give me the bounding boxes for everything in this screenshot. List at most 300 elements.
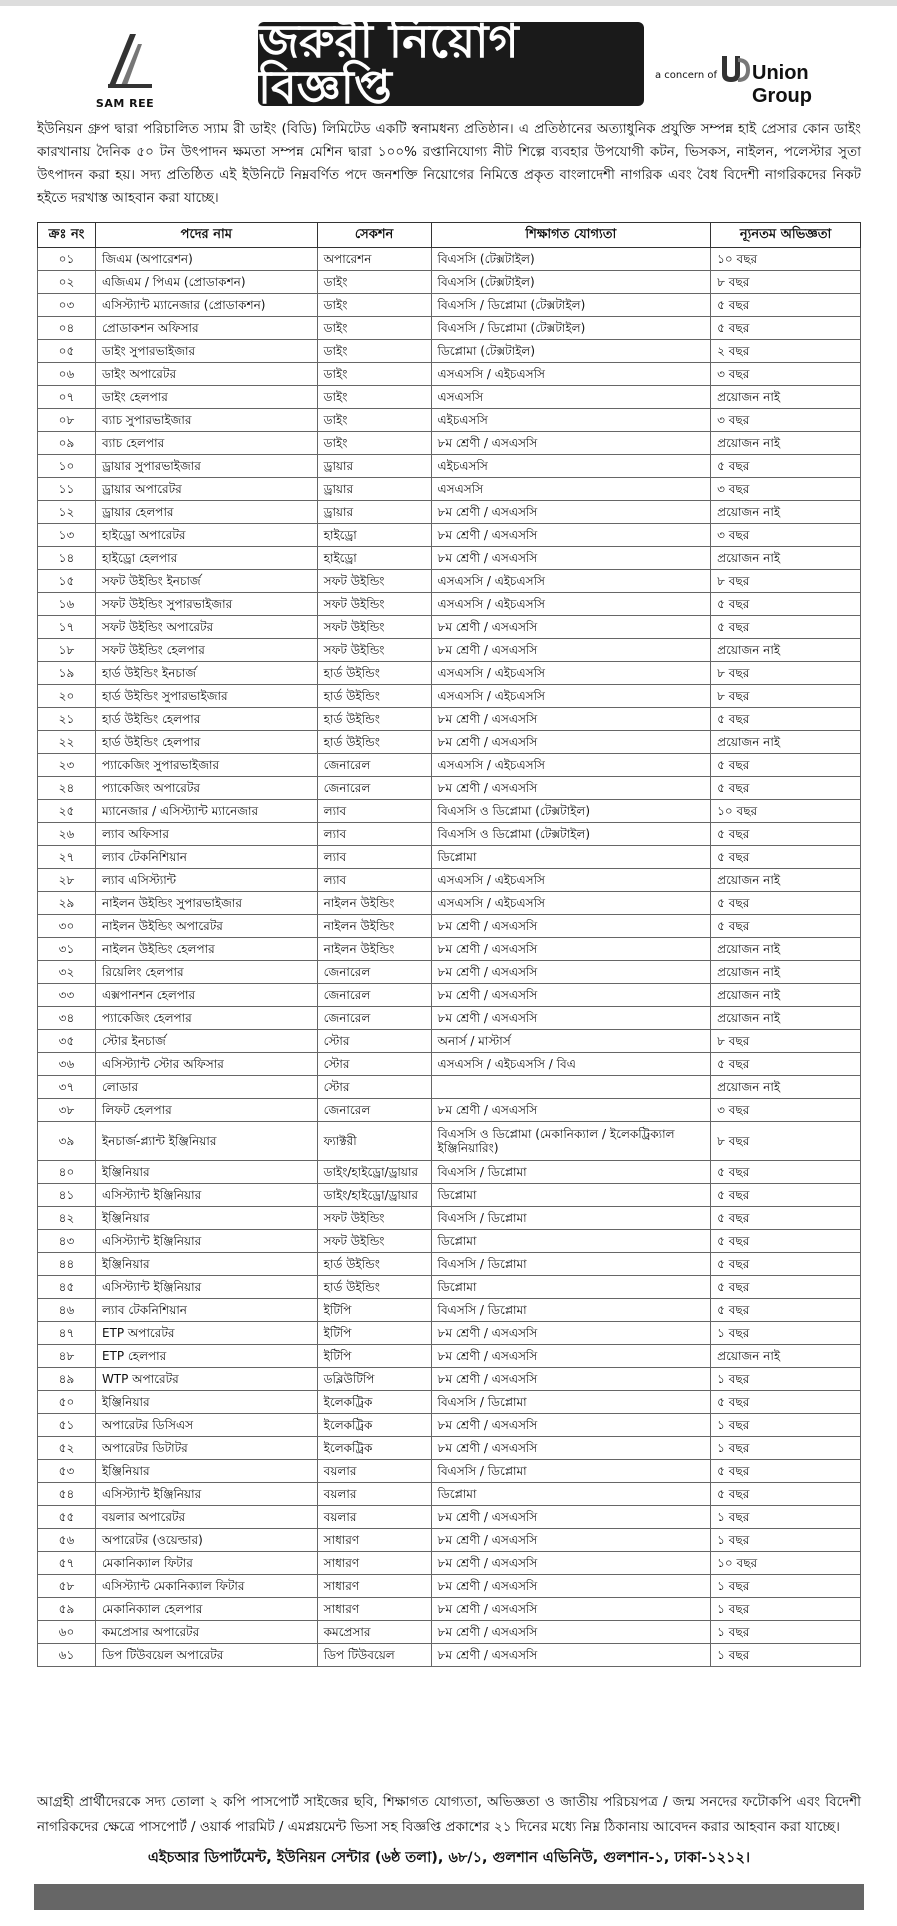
cell-experience: ৫ বছর xyxy=(711,708,861,731)
cell-serial: ০৭ xyxy=(38,386,96,409)
cell-experience: প্রয়োজন নাই xyxy=(711,938,861,961)
table-row xyxy=(38,1122,861,1161)
cell-education: ডিপ্লোমা xyxy=(431,1483,711,1506)
table-row xyxy=(38,478,861,501)
cell-experience: প্রয়োজন নাই xyxy=(711,501,861,524)
cell-education: বিএসসি (টেক্সটাইল) xyxy=(431,248,711,271)
cell-post: সফট উইন্ডিং অপারেটর xyxy=(95,616,317,639)
cell-section: ডিপ টিউবয়েল xyxy=(317,1644,431,1667)
table-row xyxy=(38,1230,861,1253)
cell-education: ৮ম শ্রেণী / এসএসসি xyxy=(431,1414,711,1437)
cell-education: ৮ম শ্রেণী / এসএসসি xyxy=(431,731,711,754)
cell-experience: প্রয়োজন নাই xyxy=(711,869,861,892)
cell-serial: ৩২ xyxy=(38,961,96,984)
cell-experience: ৫ বছর xyxy=(711,317,861,340)
cell-section: জেনারেল xyxy=(317,984,431,1007)
cell-post: সফট উইন্ডিং ইনচার্জ xyxy=(95,570,317,593)
cell-experience: ১ বছর xyxy=(711,1644,861,1667)
table-row xyxy=(38,754,861,777)
table-row xyxy=(38,1506,861,1529)
table-row xyxy=(38,915,861,938)
cell-post: ডাইং অপারেটর xyxy=(95,363,317,386)
cell-section: জেনারেল xyxy=(317,1007,431,1030)
hr-address: এইচআর ডিপার্টমেন্ট, ইউনিয়ন সেন্টার (৬ষ্ঠ তলা), ৬৮/১, গুলশান এভিনিউ, গুলশান-১, ঢাকা-১২১২। xyxy=(147,1850,751,1866)
cell-section: হার্ড উইন্ডিং xyxy=(317,708,431,731)
intro-paragraph: ইউনিয়ন গ্রুপ দ্বারা পরিচালিত স্যাম রী ডাইং (বিডি) লিমিটেড একটি স্বনামধন্য প্রতিষ্ঠান। এ প্রতিষ্ঠানের অত্যাধুনিক প্রযুক্তি সম্পন্ন হাই প্রেসার কোন ডাইং কারখানায় দৈনিক ৫০ টন উৎপাদন ক্ষমতা সম্পন্ন মেশিন দ্বারা ১০০% রপ্তানিযোগ্য নীট শিল্পে ব্যবহার উপযোগী কটন, ভিসকস, নাইলন, পলেস্টার সুতা উৎপাদন করা হয়। সদ্য প্রতিষ্ঠিত এই ইউনিটে নিম্নবর্ণিত পদে জনশক্তি নিয়োগের নিমিত্তে প্রকৃত বাংলাদেশী নাগরিক এবং বৈধ বিদেশী নাগরিকদের নিকট হইতে দরখাস্ত আহবান করা যাচ্ছে। xyxy=(37,121,861,206)
cell-serial: ৪০ xyxy=(38,1161,96,1184)
cell-section: ইটিপি xyxy=(317,1345,431,1368)
cell-serial: ৬০ xyxy=(38,1621,96,1644)
cell-serial: ২৮ xyxy=(38,869,96,892)
cell-post: প্রোডাকশন অফিসার xyxy=(95,317,317,340)
table-row xyxy=(38,294,861,317)
cell-education xyxy=(431,1076,711,1099)
cell-education: ৮ম শ্রেণী / এসএসসি xyxy=(431,961,711,984)
table-row xyxy=(38,1322,861,1345)
cell-experience: ১ বছর xyxy=(711,1368,861,1391)
cell-education: এসএসসি / এইচএসসি / বিএ xyxy=(431,1053,711,1076)
cell-section: বয়লার xyxy=(317,1483,431,1506)
table-row xyxy=(38,1644,861,1667)
cell-education: এসএসসি / এইচএসসি xyxy=(431,593,711,616)
cell-section: অপারেশন xyxy=(317,248,431,271)
cell-post: ম্যানেজার / এসিস্ট্যান্ট ম্যানেজার xyxy=(95,800,317,823)
cell-serial: ৪২ xyxy=(38,1207,96,1230)
cell-post: নাইলন উইন্ডিং সুপারভাইজার xyxy=(95,892,317,915)
cell-serial: ৩৯ xyxy=(38,1122,96,1161)
cell-post: ব্যাচ হেলপার xyxy=(95,432,317,455)
cell-post: হার্ড উইন্ডিং হেলপার xyxy=(95,708,317,731)
table-row xyxy=(38,1621,861,1644)
cell-education: ৮ম শ্রেণী / এসএসসি xyxy=(431,501,711,524)
cell-section: জেনারেল xyxy=(317,1099,431,1122)
cell-experience: ৫ বছর xyxy=(711,846,861,869)
cell-education: বিএসসি / ডিপ্লোমা xyxy=(431,1253,711,1276)
cell-post: প্যাকেজিং সুপারভাইজার xyxy=(95,754,317,777)
cell-experience: ৫ বছর xyxy=(711,915,861,938)
cell-experience: প্রয়োজন নাই xyxy=(711,547,861,570)
header-serial: ক্রঃ নং xyxy=(38,223,96,248)
cell-experience: ১০ বছর xyxy=(711,1552,861,1575)
cell-section: হাইড্রো xyxy=(317,524,431,547)
cell-post: ইনচার্জ-প্ল্যান্ট ইঞ্জিনিয়ার xyxy=(95,1122,317,1161)
cell-post: এসিস্ট্যান্ট মেকানিক্যাল ফিটার xyxy=(95,1575,317,1598)
table-row xyxy=(38,409,861,432)
cell-post: এসিস্ট্যান্ট স্টোর অফিসার xyxy=(95,1053,317,1076)
bottom-bar xyxy=(34,1884,864,1910)
cell-education: এসএসসি / এইচএসসি xyxy=(431,662,711,685)
cell-post: ETP হেলপার xyxy=(95,1345,317,1368)
table-row xyxy=(38,1276,861,1299)
cell-education: ৮ম শ্রেণী / এসএসসি xyxy=(431,915,711,938)
cell-section: জেনারেল xyxy=(317,754,431,777)
cell-experience: ৫ বছর xyxy=(711,1460,861,1483)
table-row xyxy=(38,1575,861,1598)
table-row xyxy=(38,869,861,892)
cell-serial: ২০ xyxy=(38,685,96,708)
sam-ree-logo-icon xyxy=(90,30,160,90)
table-row xyxy=(38,363,861,386)
cell-experience: ৩ বছর xyxy=(711,363,861,386)
cell-education: ৮ম শ্রেণী / এসএসসি xyxy=(431,1644,711,1667)
cell-education: ৮ম শ্রেণী / এসএসসি xyxy=(431,616,711,639)
cell-serial: ৩৩ xyxy=(38,984,96,1007)
cell-section: ড্রায়ার xyxy=(317,455,431,478)
cell-experience: ৫ বছর xyxy=(711,1184,861,1207)
cell-experience: প্রয়োজন নাই xyxy=(711,386,861,409)
cell-serial: ৩৫ xyxy=(38,1030,96,1053)
table-row xyxy=(38,1030,861,1053)
cell-experience: ৩ বছর xyxy=(711,409,861,432)
cell-post: ডাইং হেলপার xyxy=(95,386,317,409)
table-row xyxy=(38,616,861,639)
cell-section: ডব্লিউটিপি xyxy=(317,1368,431,1391)
cell-section: ল্যাব xyxy=(317,846,431,869)
cell-serial: ১৬ xyxy=(38,593,96,616)
table-row xyxy=(38,317,861,340)
table-row xyxy=(38,1099,861,1122)
cell-serial: ১৪ xyxy=(38,547,96,570)
cell-education: এসএসসি / এইচএসসি xyxy=(431,754,711,777)
cell-serial: ০৩ xyxy=(38,294,96,317)
table-row xyxy=(38,662,861,685)
cell-post: এজিএম / পিএম (প্রোডাকশন) xyxy=(95,271,317,294)
cell-experience: ১ বছর xyxy=(711,1437,861,1460)
cell-experience: ১ বছর xyxy=(711,1506,861,1529)
table-row xyxy=(38,570,861,593)
cell-education: ৮ম শ্রেণী / এসএসসি xyxy=(431,1099,711,1122)
table-row xyxy=(38,1552,861,1575)
cell-section: ইটিপি xyxy=(317,1299,431,1322)
cell-section: ইলেকট্রিক xyxy=(317,1437,431,1460)
cell-serial: ০৯ xyxy=(38,432,96,455)
cell-experience: ৮ বছর xyxy=(711,662,861,685)
cell-education: বিএসসি / ডিপ্লোমা xyxy=(431,1161,711,1184)
cell-experience: প্রয়োজন নাই xyxy=(711,984,861,1007)
cell-post: ড্রায়ার অপারেটর xyxy=(95,478,317,501)
cell-serial: ২৯ xyxy=(38,892,96,915)
cell-education: ৮ম শ্রেণী / এসএসসি xyxy=(431,1368,711,1391)
cell-section: সফট উইন্ডিং xyxy=(317,593,431,616)
cell-post: হাইড্রো অপারেটর xyxy=(95,524,317,547)
table-row xyxy=(38,823,861,846)
table-row xyxy=(38,1184,861,1207)
cell-serial: ৪৮ xyxy=(38,1345,96,1368)
cell-experience: ৩ বছর xyxy=(711,1099,861,1122)
cell-education: ৮ম শ্রেণী / এসএসসি xyxy=(431,1007,711,1030)
union-group-logo-icon xyxy=(718,52,752,86)
cell-section: হার্ড উইন্ডিং xyxy=(317,1276,431,1299)
cell-section: ডাইং xyxy=(317,294,431,317)
table-row xyxy=(38,846,861,869)
cell-experience: ১ বছর xyxy=(711,1414,861,1437)
cell-serial: ১৫ xyxy=(38,570,96,593)
cell-serial: ৩১ xyxy=(38,938,96,961)
cell-experience: ১ বছর xyxy=(711,1529,861,1552)
cell-serial: ২৫ xyxy=(38,800,96,823)
cell-section: স্টোর xyxy=(317,1030,431,1053)
sam-ree-logo xyxy=(90,30,160,110)
cell-section: ডাইং xyxy=(317,386,431,409)
cell-post: ল্যাব অফিসার xyxy=(95,823,317,846)
cell-experience: ৫ বছর xyxy=(711,455,861,478)
cell-education: এসএসসি / এইচএসসি xyxy=(431,869,711,892)
cell-serial: ৫১ xyxy=(38,1414,96,1437)
cell-education: বিএসসি / ডিপ্লোমা (টেক্সটাইল) xyxy=(431,317,711,340)
table-row xyxy=(38,1391,861,1414)
cell-section: বয়লার xyxy=(317,1506,431,1529)
cell-experience: প্রয়োজন নাই xyxy=(711,1076,861,1099)
cell-section: ডাইং xyxy=(317,317,431,340)
cell-section: সফট উইন্ডিং xyxy=(317,639,431,662)
cell-section: কমপ্রেসার xyxy=(317,1621,431,1644)
cell-section: ফ্যাক্টরী xyxy=(317,1122,431,1161)
cell-serial: ০৫ xyxy=(38,340,96,363)
cell-section: ল্যাব xyxy=(317,823,431,846)
cell-section: হাইড্রো xyxy=(317,547,431,570)
cell-section: সফট উইন্ডিং xyxy=(317,616,431,639)
cell-experience: ১ বছর xyxy=(711,1621,861,1644)
jobs-table xyxy=(37,222,861,1667)
cell-section: হার্ড উইন্ডিং xyxy=(317,662,431,685)
cell-experience: ১০ বছর xyxy=(711,800,861,823)
cell-section: সাধারণ xyxy=(317,1598,431,1621)
cell-education: এসএসসি xyxy=(431,478,711,501)
table-row xyxy=(38,777,861,800)
cell-experience: প্রয়োজন নাই xyxy=(711,1007,861,1030)
cell-section: হার্ড উইন্ডিং xyxy=(317,685,431,708)
cell-post: ETP অপারেটর xyxy=(95,1322,317,1345)
cell-serial: ০৮ xyxy=(38,409,96,432)
cell-section: ডাইং xyxy=(317,363,431,386)
table-row xyxy=(38,685,861,708)
cell-section: সাধারণ xyxy=(317,1529,431,1552)
cell-experience: ৫ বছর xyxy=(711,777,861,800)
cell-serial: ৪৯ xyxy=(38,1368,96,1391)
table-row xyxy=(38,1345,861,1368)
cell-post: নাইলন উইন্ডিং অপারেটর xyxy=(95,915,317,938)
cell-education: এসএসসি / এইচএসসি xyxy=(431,363,711,386)
cell-post: ইঞ্জিনিয়ার xyxy=(95,1253,317,1276)
cell-post: হাইড্রো হেলপার xyxy=(95,547,317,570)
cell-post: প্যাকেজিং হেলপার xyxy=(95,1007,317,1030)
cell-serial: ২১ xyxy=(38,708,96,731)
table-header-row xyxy=(38,223,861,248)
cell-education: ৮ম শ্রেণী / এসএসসি xyxy=(431,524,711,547)
cell-section: সফট উইন্ডিং xyxy=(317,1230,431,1253)
table-row xyxy=(38,892,861,915)
header-post: পদের নাম xyxy=(95,223,317,248)
cell-serial: ২৬ xyxy=(38,823,96,846)
cell-post: এসিস্ট্যান্ট ইঞ্জিনিয়ার xyxy=(95,1184,317,1207)
cell-education: ডিপ্লোমা xyxy=(431,1230,711,1253)
cell-education: বিএসসি ও ডিপ্লোমা (মেকানিক্যাল / ইলেকট্রিক্যাল ইঞ্জিনিয়ারিং) xyxy=(431,1122,711,1161)
union-group-name: Union Group xyxy=(752,62,812,107)
table-row xyxy=(38,432,861,455)
table-row xyxy=(38,386,861,409)
cell-education: এসএসসি / এইচএসসি xyxy=(431,892,711,915)
cell-post: অপারেটর ডিটাটর xyxy=(95,1437,317,1460)
cell-section: সাধারণ xyxy=(317,1575,431,1598)
cell-post: ডিপ টিউবয়েল অপারেটর xyxy=(95,1644,317,1667)
cell-serial: ৫০ xyxy=(38,1391,96,1414)
cell-education: ৮ম শ্রেণী / এসএসসি xyxy=(431,1345,711,1368)
cell-serial: ৫৭ xyxy=(38,1552,96,1575)
cell-section: ড্রায়ার xyxy=(317,478,431,501)
table-row xyxy=(38,984,861,1007)
cell-serial: ৬১ xyxy=(38,1644,96,1667)
cell-education: অনার্স / মাস্টার্স xyxy=(431,1030,711,1053)
cell-post: এসিস্ট্যান্ট ইঞ্জিনিয়ার xyxy=(95,1230,317,1253)
cell-post: ড্রায়ার হেলপার xyxy=(95,501,317,524)
cell-experience: ৫ বছর xyxy=(711,1391,861,1414)
cell-post: WTP অপারেটর xyxy=(95,1368,317,1391)
header-experience: ন্যূনতম অভিজ্ঞতা xyxy=(711,223,861,248)
cell-serial: ৩৮ xyxy=(38,1099,96,1122)
cell-experience: ৫ বছর xyxy=(711,1161,861,1184)
cell-post: সফট উইন্ডিং সুপারভাইজার xyxy=(95,593,317,616)
table-row xyxy=(38,340,861,363)
table-row xyxy=(38,547,861,570)
sam-ree-logo-text: SAM REE xyxy=(95,97,155,110)
cell-education: বিএসসি / ডিপ্লোমা xyxy=(431,1391,711,1414)
cell-post: লোডার xyxy=(95,1076,317,1099)
cell-section: নাইলন উইন্ডিং xyxy=(317,892,431,915)
cell-serial: ৪১ xyxy=(38,1184,96,1207)
table-row xyxy=(38,1007,861,1030)
table-row xyxy=(38,938,861,961)
cell-education: ৮ম শ্রেণী / এসএসসি xyxy=(431,1322,711,1345)
cell-serial: ১৮ xyxy=(38,639,96,662)
concern-text: a concern of xyxy=(655,70,718,81)
cell-post: অপারেটর ডিসিএস xyxy=(95,1414,317,1437)
cell-section: সফট উইন্ডিং xyxy=(317,570,431,593)
cell-serial: ১৯ xyxy=(38,662,96,685)
cell-serial: ৫৮ xyxy=(38,1575,96,1598)
cell-post: লিফট হেলপার xyxy=(95,1099,317,1122)
cell-education: ৮ম শ্রেণী / এসএসসি xyxy=(431,547,711,570)
cell-serial: ৫২ xyxy=(38,1437,96,1460)
cell-education: বিএসসি ও ডিপ্লোমা (টেক্সটাইল) xyxy=(431,800,711,823)
table-row xyxy=(38,731,861,754)
cell-section: নাইলন উইন্ডিং xyxy=(317,938,431,961)
cell-serial: ০৬ xyxy=(38,363,96,386)
cell-serial: ৩০ xyxy=(38,915,96,938)
cell-experience: ১০ বছর xyxy=(711,248,861,271)
cell-serial: ৫৯ xyxy=(38,1598,96,1621)
cell-education: ডিপ্লোমা xyxy=(431,1276,711,1299)
cell-education: ৮ম শ্রেণী / এসএসসি xyxy=(431,639,711,662)
cell-education: ৮ম শ্রেণী / এসএসসি xyxy=(431,777,711,800)
cell-section: বয়লার xyxy=(317,1460,431,1483)
cell-experience: ৮ বছর xyxy=(711,1030,861,1053)
cell-education: ৮ম শ্রেণী / এসএসসি xyxy=(431,1506,711,1529)
cell-education: ৮ম শ্রেণী / এসএসসি xyxy=(431,1529,711,1552)
table-row xyxy=(38,1053,861,1076)
jobs-table-body xyxy=(38,248,861,1667)
cell-post: এসিস্ট্যান্ট ইঞ্জিনিয়ার xyxy=(95,1483,317,1506)
cell-serial: ১১ xyxy=(38,478,96,501)
cell-section: ইলেকট্রিক xyxy=(317,1391,431,1414)
cell-experience: ১ বছর xyxy=(711,1575,861,1598)
notice-title: জরুরী নিয়োগ বিজ্ঞপ্তি xyxy=(258,22,644,106)
header-education: শিক্ষাগত যোগ্যতা xyxy=(431,223,711,248)
cell-experience: প্রয়োজন নাই xyxy=(711,961,861,984)
cell-experience: ১ বছর xyxy=(711,1322,861,1345)
cell-education: বিএসসি ও ডিপ্লোমা (টেক্সটাইল) xyxy=(431,823,711,846)
cell-post: প্যাকেজিং অপারেটর xyxy=(95,777,317,800)
cell-education: এইচএসসি xyxy=(431,455,711,478)
cell-education: বিএসসি (টেক্সটাইল) xyxy=(431,271,711,294)
cell-education: এইচএসসি xyxy=(431,409,711,432)
cell-serial: ৪৪ xyxy=(38,1253,96,1276)
cell-experience: প্রয়োজন নাই xyxy=(711,639,861,662)
cell-serial: ২৪ xyxy=(38,777,96,800)
cell-serial: ৪৩ xyxy=(38,1230,96,1253)
cell-post: হার্ড উইন্ডিং সুপারভাইজার xyxy=(95,685,317,708)
table-row xyxy=(38,1253,861,1276)
cell-education: ডিপ্লোমা (টেক্সটাইল) xyxy=(431,340,711,363)
cell-serial: ৩৭ xyxy=(38,1076,96,1099)
cell-education: ডিপ্লোমা xyxy=(431,846,711,869)
table-row xyxy=(38,800,861,823)
cell-experience: ৮ বছর xyxy=(711,271,861,294)
cell-experience: ৩ বছর xyxy=(711,478,861,501)
cell-serial: ০৪ xyxy=(38,317,96,340)
cell-post: হার্ড উইন্ডিং হেলপার xyxy=(95,731,317,754)
cell-section: সাধারণ xyxy=(317,1552,431,1575)
cell-education: এসএসসি / এইচএসসি xyxy=(431,685,711,708)
cell-experience: ২ বছর xyxy=(711,340,861,363)
cell-section: সফট উইন্ডিং xyxy=(317,1207,431,1230)
table-row xyxy=(38,1529,861,1552)
cell-section: জেনারেল xyxy=(317,777,431,800)
cell-experience: ৫ বছর xyxy=(711,1276,861,1299)
cell-serial: ৩৪ xyxy=(38,1007,96,1030)
cell-section: ইটিপি xyxy=(317,1322,431,1345)
cell-section: হার্ড উইন্ডিং xyxy=(317,731,431,754)
cell-education: বিএসসি / ডিপ্লোমা (টেক্সটাইল) xyxy=(431,294,711,317)
table-row xyxy=(38,639,861,662)
cell-post: রিয়েলিং হেলপার xyxy=(95,961,317,984)
table-row xyxy=(38,708,861,731)
cell-serial: ৪৬ xyxy=(38,1299,96,1322)
cell-post: মেকানিক্যাল হেলপার xyxy=(95,1598,317,1621)
cell-post: ইঞ্জিনিয়ার xyxy=(95,1460,317,1483)
header xyxy=(0,10,897,114)
cell-serial: ২৩ xyxy=(38,754,96,777)
cell-post: ড্রায়ার সুপারভাইজার xyxy=(95,455,317,478)
cell-post: ল্যাব টেকনিশিয়ান xyxy=(95,846,317,869)
cell-experience: ৫ বছর xyxy=(711,1253,861,1276)
cell-experience: ৫ বছর xyxy=(711,1299,861,1322)
table-row xyxy=(38,961,861,984)
cell-post: এসিস্ট্যান্ট ম্যানেজার (প্রোডাকশন) xyxy=(95,294,317,317)
cell-education: ৮ম শ্রেণী / এসএসসি xyxy=(431,1598,711,1621)
cell-section: স্টোর xyxy=(317,1053,431,1076)
cell-education: ৮ম শ্রেণী / এসএসসি xyxy=(431,984,711,1007)
cell-section: ড্রায়ার xyxy=(317,501,431,524)
table-row xyxy=(38,248,861,271)
cell-experience: ৮ বছর xyxy=(711,1122,861,1161)
table-row xyxy=(38,524,861,547)
cell-education: ৮ম শ্রেণী / এসএসসি xyxy=(431,938,711,961)
cell-experience: প্রয়োজন নাই xyxy=(711,731,861,754)
cell-serial: ৫৬ xyxy=(38,1529,96,1552)
cell-education: ৮ম শ্রেণী / এসএসসি xyxy=(431,1621,711,1644)
cell-section: ডাইং xyxy=(317,271,431,294)
table-row xyxy=(38,1161,861,1184)
